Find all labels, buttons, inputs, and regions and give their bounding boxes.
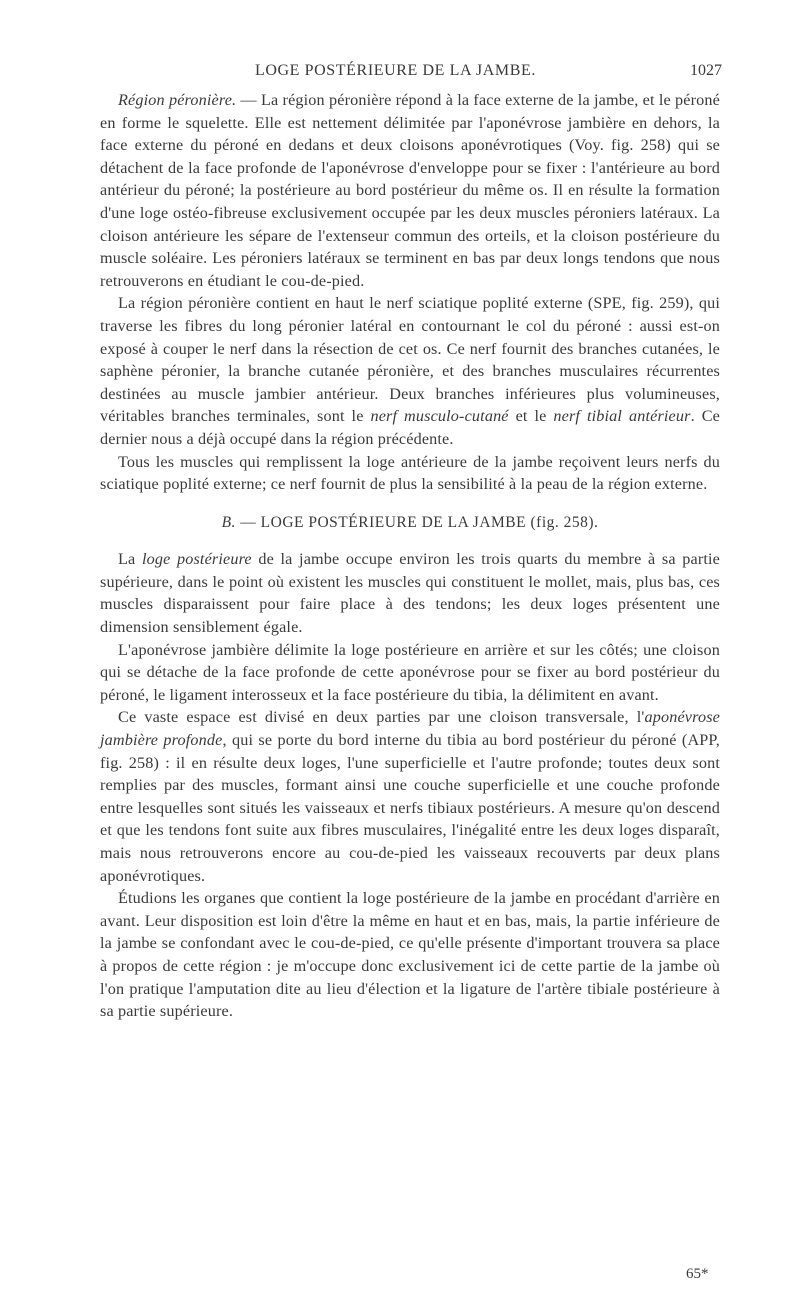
paragraph-text: Ce vaste espace est divisé en deux parties par une cloison transversale, l' xyxy=(118,708,645,727)
paragraph-text: L'aponévrose jambière délimite la loge postérieure en arrière et sur les côtés; une cloison qui se détache de la face profonde de cette aponévrose pour se fixer au bord postérieur du péroné, le ligament interosseux et la face postérieure du tibia, la délimitent en avant. xyxy=(100,640,720,704)
paragraph-text: La xyxy=(118,550,142,569)
paragraph-lead: Région péronière. xyxy=(118,91,237,109)
term-loge-posterieure: loge postérieure xyxy=(141,550,252,569)
running-header xyxy=(100,62,720,84)
term-aponevrose-profonde: aponévrose jambière profonde xyxy=(100,708,720,750)
paragraph-text: Étudions les organes que contient la loge postérieure de la jambe en procédant d'arrière en avant. Leur disposition est loin d'être la même en haut et en bas, mais, la partie inférieure de la jambe se confondant avec le cou-de-pied, ce qu'elle présente d'important trouvera sa place à propos de cette région : je m'occupe donc exclusivement ici de cette partie de la jambe où l'on pratique l'amputation dite au lieu d'élection et la ligature de l'artère tibiale postérieure à sa partie supérieure. xyxy=(100,889,720,1021)
term-nerf-tibial-anterieur: nerf tibial antérieur xyxy=(553,407,691,426)
page-number: 1027 xyxy=(690,62,722,79)
paragraph-region-peroniere xyxy=(100,89,720,292)
term-nerf-musculo-cutane: nerf musculo-cutané xyxy=(370,407,509,426)
paragraph-etudions xyxy=(100,887,720,1023)
running-title: LOGE POSTÉRIEURE DE LA JAMBE. xyxy=(255,62,536,79)
signature-mark: 65* xyxy=(686,1266,709,1282)
section-letter: B. xyxy=(221,513,236,531)
paragraph-loge-posterieure xyxy=(100,548,720,638)
paragraph-text: , qui se porte du bord interne du tibia au bord postérieur du péroné (APP, fig. 258) : il en résulte deux loges, l'une superficielle et l'autre profonde; toutes deux sont remplies par des muscles, formant ainsi une couche superficielle et une couche profonde entre lesquelles sont situés les vaisseaux et nerfs tibiaux postérieurs. A mesure qu'on descend et que les tendons font suite aux fibres musculaires, l'inégalité entre les deux loges disparaît, mais nous retrouverons encore au cou-de-pied les vaisseaux recouverts par deux plans aponévrotiques. xyxy=(100,731,720,885)
paragraph-muscles-loge xyxy=(100,451,720,496)
paragraph-text: — La région péronière répond à la face externe de la jambe, et le péroné en forme le squelette. Elle est nettement délimitée par l'aponévrose jambière en dehors, la face externe du péroné en dedans et deux cloisons aponévrotiques (Voy. fig. 258) qui se détachent de la face profonde de l'aponévrose d'enveloppe pour se fixer : l'antérieure au bord antérieur du péroné; la postérieure au bord postérieur du même os. Il en résulte la formation d'une loge ostéo-fibreuse exclusivement occupée par les deux muscles péroniers latéraux. La cloison antérieure les sépare de l'extenseur commun des orteils, et la cloison postérieure du muscle soléaire. Les péroniers latéraux se terminent en bas par deux longs tendons que nous retrouverons en étudiant le cou-de-pied. xyxy=(100,91,720,290)
section-heading xyxy=(100,512,720,535)
paragraph-text: Tous les muscles qui remplissent la loge antérieure de la jambe reçoivent leurs nerfs du sciatique poplité externe; ce nerf fournit de plus la sensibilité à la peau de la région externe. xyxy=(100,452,720,494)
paragraph-text: La région péronière contient en haut le nerf sciatique poplité externe (SPE, fig. 259), qui traverse les fibres du long péronier latéral en contournant le col du péroné : aussi est-on exposé à couper le nerf dans la résection de cet os. Ce nerf fournit des branches cutanées, le saphène péronier, la branche cutanée péronière, et des branches musculaires récurrentes destinées au muscle jambier antérieur. Deux branches inférieures plus volumineuses, véritables branches terminales, sont le xyxy=(100,294,720,426)
section-title: — LOGE POSTÉRIEURE DE LA JAMBE (fig. 258). xyxy=(235,513,599,531)
paragraph-nerf-sciatique xyxy=(100,292,720,450)
paragraph-aponevrose xyxy=(100,639,720,707)
body-text xyxy=(100,89,720,1023)
paragraph-text: . Ce dernier nous a déjà occupé dans la région précédente. xyxy=(100,407,720,448)
paragraph-vaste-espace xyxy=(100,706,720,887)
paragraph-text: et le xyxy=(508,407,554,426)
paragraph-text: de la jambe occupe environ les trois quarts du membre à sa partie supérieure, dans le point où existent les muscles qui constituent le mollet, mais, plus bas, ces muscles disparaissent pour faire place à des tendons; les deux loges présentent une dimension sensiblement égale. xyxy=(100,550,720,637)
